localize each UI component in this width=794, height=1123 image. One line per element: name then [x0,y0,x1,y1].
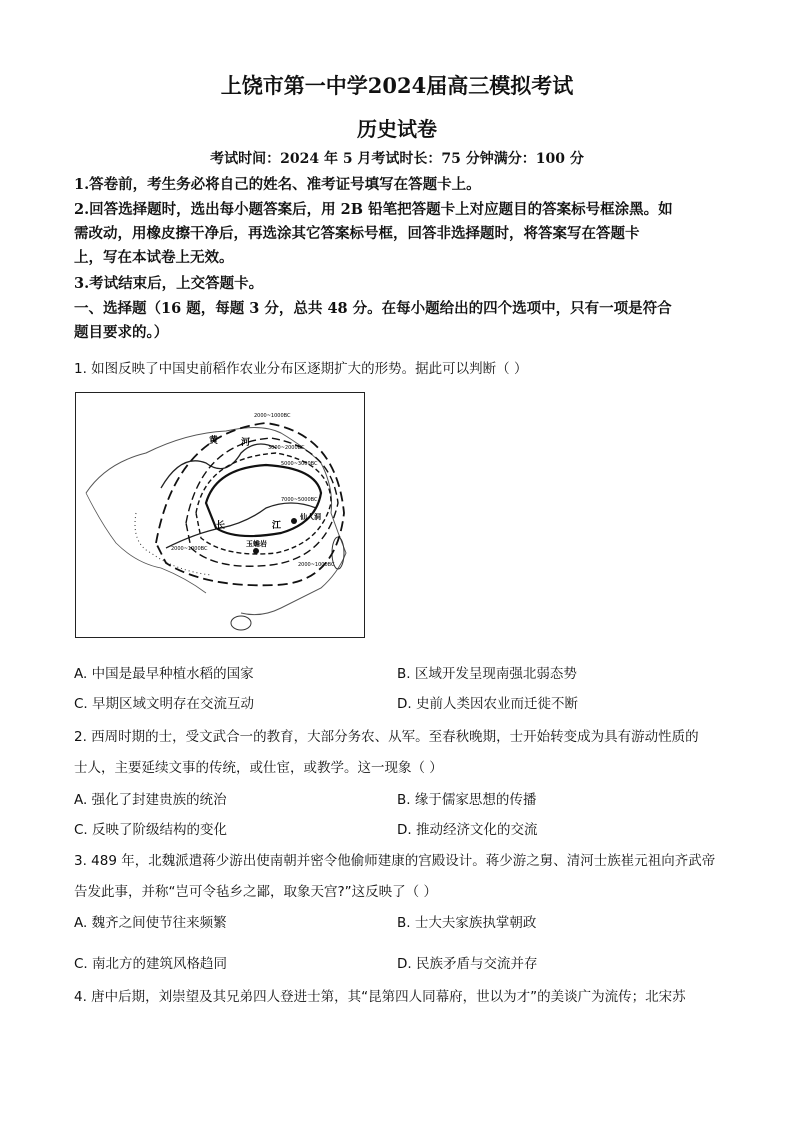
exam-info: 考试时间：2024 年 5 月考试时长：75 分钟满分：100 分 [210,151,584,167]
place-chang: 长 [216,521,226,531]
q1-option-d[interactable]: D. 史前人类因农业而迁徙不断 [397,696,578,712]
map-drawing [76,393,364,637]
inland-border [86,493,206,593]
question-1-stem: 1. 如图反映了中国史前稻作农业分布区逐期扩大的形势。据此可以判断（ ） [74,361,528,377]
q2-option-c[interactable]: C. 反映了阶级结构的变化 [74,822,228,838]
q3-option-a[interactable]: A. 魏齐之间使节往来频繁 [74,915,227,931]
instruction-2a: 2.回答选择题时，选出每小题答案后，用 2B 铅笔把答题卡上对应题目的答案标号框涂黑。如 [74,201,673,218]
instruction-3: 3.考试结束后，上交答题卡。 [74,275,264,292]
yuchanyan-site-icon [253,548,259,554]
q3-option-b[interactable]: B. 士大夫家族执掌朝政 [397,915,537,931]
q1-option-b[interactable]: B. 区域开发呈现南强北弱态势 [397,666,577,682]
place-huang: 黄 [209,436,219,446]
q1-option-c[interactable]: C. 早期区域文明存在交流互动 [74,696,255,712]
label-r5: 2000~1000BC [171,546,208,552]
instruction-2c: 上，写在本试卷上无效。 [74,249,234,266]
label-r6: 2000~1000BC [298,562,335,568]
question-3-stem-line2: 告发此事，并称“岂可令毡乡之鄙，取象天宫?”这反映了（ ） [74,884,437,900]
question-2-stem-line2: 士人，主要延续文事的传统，或仕宦，或教学。这一现象（ ） [74,760,443,776]
instruction-1: 1.答卷前，考生务必将自己的姓名、准考证号填写在答题卡上。 [74,176,481,193]
label-r1: 2000~1000BC [254,413,291,419]
section-heading-line2: 题目要求的。） [74,324,169,341]
hainan-island [231,616,251,630]
q2-option-b[interactable]: B. 缘于儒家思想的传播 [397,792,537,808]
label-r2: 3000~2000BC [268,445,305,451]
q1-option-a[interactable]: A. 中国是最早种植水稻的国家 [74,666,254,682]
exam-subtitle: 历史试卷 [357,117,437,141]
section-heading-line1: 一、选择题（16 题，每题 3 分，总共 48 分。在每小题给出的四个选项中，只有一项是符合 [74,300,672,317]
place-yuchanyan: 玉蟾岩 [246,539,267,548]
question-4-stem-line1: 4. 唐中后期，刘崇望及其兄弟四人登进士第，其“昆第四人同幕府，世以为才”的美谈广为流传；北宋苏 [74,989,686,1005]
instruction-2b: 需改动，用橡皮擦干净后，再选涂其它答案标号框，回答非选择题时，将答案写在答题卡 [74,225,640,242]
label-r3: 5000~3000BC [281,461,318,467]
q3-option-c[interactable]: C. 南北方的建筑风格趋同 [74,956,228,972]
exam-title: 上饶市第一中学2024届高三模拟考试 [220,73,574,98]
rice-distribution-map [75,392,365,638]
q3-option-d[interactable]: D. 民族矛盾与交流并存 [397,956,538,972]
q2-option-a[interactable]: A. 强化了封建贵族的统治 [74,792,227,808]
question-2-stem-line1: 2. 西周时期的士，受文武合一的教育，大部分务农、从军。至春秋晚期，士开始转变成为具有游动性质的 [74,729,699,745]
label-r4: 7000~5000BC [281,497,318,503]
place-he: 河 [241,438,251,448]
question-3-stem-line1: 3. 489 年，北魏派遣蒋少游出使南朝并密令他偷师建康的宫殿设计。蒋少游之舅、清河士族崔元祖向齐武帝 [74,853,716,869]
q2-option-d[interactable]: D. 推动经济文化的交流 [397,822,538,838]
place-xianrendong: 仙人洞 [300,512,321,521]
xianrendong-site-icon [291,518,297,524]
place-jiang: 江 [272,521,282,531]
